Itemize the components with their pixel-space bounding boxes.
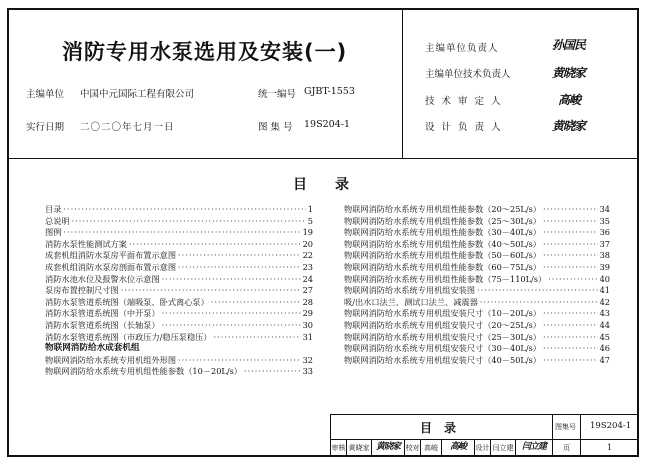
toc-leader-dots bbox=[244, 366, 301, 378]
toc-leader-dots bbox=[480, 297, 598, 309]
toc-entry-title: 物联网消防给水系统专用机组性能参数（25～30L/s） bbox=[344, 215, 541, 226]
toc-left-column bbox=[45, 204, 313, 378]
toc-entry-page: 33 bbox=[302, 366, 313, 377]
toc-entry-page: 40 bbox=[599, 273, 610, 284]
toc-entry[interactable] bbox=[344, 250, 610, 262]
toc-entry[interactable] bbox=[45, 274, 313, 286]
page-label: 页 bbox=[563, 444, 570, 452]
toc-entry[interactable] bbox=[45, 239, 313, 251]
toc-right-column bbox=[344, 204, 610, 366]
toc-leader-dots bbox=[72, 216, 306, 228]
title-block-cell-rule bbox=[404, 439, 405, 456]
toc-entry-page: 20 bbox=[302, 238, 313, 249]
atlas-label: 图 集 号 bbox=[258, 122, 293, 133]
toc-entry-title: 目录 bbox=[45, 204, 62, 214]
toc-entry[interactable] bbox=[344, 239, 610, 251]
toc-entry[interactable] bbox=[45, 285, 313, 297]
toc-entry-title: 物联网消防给水系统专用机组安装尺寸（10－20L/s） bbox=[344, 308, 541, 319]
toc-entry-page: 37 bbox=[599, 238, 610, 249]
title-block-atlas-no: 19S204-1 bbox=[590, 421, 632, 431]
toc-entry[interactable] bbox=[45, 262, 313, 274]
review-name: 黄晓家 bbox=[348, 444, 370, 452]
toc-entry-title: 物联网消防给水系统专用机组性能参数（75－110L/s） bbox=[344, 273, 547, 284]
title-block-cell-rule bbox=[474, 439, 475, 456]
toc-entry-title: 消防水池水位及报警水位示意图 bbox=[45, 273, 160, 284]
toc-entry-title: 物联网消防给水系统专用机组性能参数（10－20L/s） bbox=[45, 366, 242, 377]
toc-entry-page: 43 bbox=[599, 308, 610, 319]
toc-leader-dots bbox=[178, 262, 301, 274]
title-block-cell-rule bbox=[515, 439, 516, 456]
toc-section-title: 物联网消防给水成套机组 bbox=[45, 343, 140, 354]
toc-leader-dots bbox=[178, 355, 301, 367]
design-label: 设计 bbox=[475, 444, 490, 452]
toc-leader-dots bbox=[63, 227, 300, 239]
toc-entry-title: 物联网消防给水系统专用机组性能参数（40～50L/s） bbox=[344, 238, 541, 249]
toc-entry-page: 38 bbox=[599, 250, 610, 261]
design-signature: 闫立建 bbox=[521, 442, 546, 452]
toc-leader-dots bbox=[543, 262, 598, 274]
toc-leader-dots bbox=[543, 216, 598, 228]
toc-entry[interactable] bbox=[45, 355, 313, 367]
toc-leader-dots bbox=[129, 239, 301, 251]
toc-entry-page: 47 bbox=[599, 354, 610, 365]
toc-entry-page: 31 bbox=[302, 331, 313, 342]
atlas-value: 19S204-1 bbox=[304, 119, 350, 130]
toc-entry-title: 成套机组消防水泵房剖面布置示意图 bbox=[45, 261, 177, 272]
responsible-role-1: 主编单位负责人 bbox=[425, 43, 499, 54]
toc-entry-title: 消防水泵性能测试方案 bbox=[45, 238, 127, 249]
title-block-cell-rule bbox=[420, 439, 421, 456]
toc-section-heading[interactable] bbox=[45, 343, 313, 355]
toc-entry[interactable] bbox=[45, 320, 313, 332]
toc-leader-dots bbox=[543, 227, 598, 239]
toc-entry-page: 19 bbox=[302, 227, 313, 238]
sheet-title: 目 录 bbox=[420, 421, 457, 435]
code-label: 统一编号 bbox=[258, 89, 297, 100]
title-block-cell-rule bbox=[346, 439, 347, 456]
toc-entry[interactable] bbox=[45, 216, 313, 228]
toc-entry-title: 成套机组消防水泵房平面布置示意图 bbox=[45, 250, 177, 261]
title-block-cell-rule bbox=[441, 439, 442, 456]
design-name: 闫立建 bbox=[492, 444, 514, 452]
review-signature: 黄晓家 bbox=[375, 442, 400, 452]
toc-entry-page: 42 bbox=[599, 296, 610, 307]
toc-entry-page: 27 bbox=[302, 285, 313, 296]
toc-entry-page: 35 bbox=[599, 215, 610, 226]
toc-entry-page: 32 bbox=[302, 354, 313, 365]
toc-entry-title: 图例 bbox=[45, 227, 62, 238]
toc-entry-title: 总说明 bbox=[45, 215, 70, 226]
toc-leader-dots bbox=[162, 320, 301, 332]
toc-entry[interactable] bbox=[344, 320, 610, 332]
toc-leader-dots bbox=[214, 332, 301, 344]
toc-entry-title: 物联网消防给水系统专用机组外形图 bbox=[45, 354, 177, 365]
toc-entry-page: 28 bbox=[302, 296, 313, 307]
title-block-cell-rule bbox=[371, 439, 372, 456]
toc-entry-title: 消防水泵管道系统图（长轴泵） bbox=[45, 319, 160, 330]
toc-entry-page: 46 bbox=[599, 343, 610, 354]
toc-entry-title: 物联网消防给水系统专用机组安装图 bbox=[344, 285, 476, 296]
toc-leader-dots bbox=[162, 274, 301, 286]
toc-leader-dots bbox=[162, 308, 301, 320]
toc-entry-page: 41 bbox=[599, 285, 610, 296]
toc-entry[interactable] bbox=[344, 262, 610, 274]
toc-leader-dots bbox=[178, 250, 301, 262]
toc-entry[interactable] bbox=[45, 204, 313, 216]
page-title: 消防专用水泵选用及安装(一) bbox=[62, 40, 348, 64]
toc-entry-page: 5 bbox=[307, 215, 313, 226]
toc-leader-dots bbox=[477, 285, 598, 297]
toc-entry-title: 物联网消防给水系统专用机组安装尺寸（20～25L/s） bbox=[344, 319, 541, 330]
toc-entry[interactable] bbox=[344, 227, 610, 239]
check-signature: 高峻 bbox=[449, 442, 466, 452]
toc-entry-title: 泵房布置控制尺寸图 bbox=[45, 285, 119, 296]
toc-entry-page: 23 bbox=[302, 261, 313, 272]
toc-entry[interactable] bbox=[344, 216, 610, 228]
title-block-atlas-label: 图集号 bbox=[555, 423, 576, 431]
toc-entry[interactable] bbox=[344, 355, 610, 367]
toc-entry[interactable] bbox=[45, 308, 313, 320]
toc-entry-title: 物联网消防给水系统专用机组安装尺寸（25－30L/s） bbox=[344, 331, 541, 342]
toc-entry[interactable] bbox=[45, 366, 313, 378]
responsible-role-3: 技 术 审 定 人 bbox=[425, 96, 503, 107]
organizer-value: 中国中元国际工程有限公司 bbox=[80, 89, 195, 100]
date-label: 实行日期 bbox=[26, 122, 65, 133]
header-bottom-rule bbox=[8, 158, 638, 159]
toc-entry[interactable] bbox=[344, 297, 610, 309]
toc-entry[interactable] bbox=[344, 308, 610, 320]
toc-entry-title: 物联网消防给水系统专用机组性能参数（30－40L/s） bbox=[344, 227, 541, 238]
toc-entry[interactable] bbox=[45, 297, 313, 309]
toc-entry[interactable] bbox=[344, 204, 610, 216]
title-block-cell-rule bbox=[490, 439, 491, 456]
toc-entry-page: 44 bbox=[599, 319, 610, 330]
toc-entry-title: 消防水泵管道系统图（端吸泵、卧式离心泵） bbox=[45, 296, 209, 307]
header-divider bbox=[402, 9, 403, 159]
toc-leader-dots bbox=[543, 332, 598, 344]
toc-leader-dots bbox=[543, 204, 598, 216]
toc-entry-page: 34 bbox=[599, 204, 610, 214]
toc-entry-title: 物联网消防给水系统专用机组性能参数（60－75L/s） bbox=[344, 261, 541, 272]
toc-entry-page: 36 bbox=[599, 227, 610, 238]
check-label: 校对 bbox=[405, 444, 420, 452]
toc-entry-title: 消防水泵管道系统图（中开泵） bbox=[45, 308, 160, 319]
toc-entry-title: 物联网消防给水系统专用机组性能参数（20～25L/s） bbox=[344, 204, 541, 214]
toc-entry[interactable] bbox=[344, 285, 610, 297]
toc-entry[interactable] bbox=[344, 332, 610, 344]
responsible-role-4: 设 计 负 责 人 bbox=[425, 122, 503, 133]
toc-leader-dots bbox=[121, 285, 301, 297]
toc-entry-page: 39 bbox=[599, 261, 610, 272]
signature-3: 高峻 bbox=[558, 93, 581, 107]
toc-leader-dots bbox=[543, 355, 598, 367]
toc-leader-dots bbox=[63, 204, 305, 216]
toc-entry[interactable] bbox=[344, 274, 610, 286]
toc-entry[interactable] bbox=[45, 250, 313, 262]
signature-2: 黄晓家 bbox=[552, 66, 586, 80]
toc-leader-dots bbox=[543, 250, 598, 262]
toc-leader-dots bbox=[548, 274, 597, 286]
toc-entry-page: 24 bbox=[302, 273, 313, 284]
toc-entry-title: 物联网消防给水系统专用机组性能参数（50－60L/s） bbox=[344, 250, 541, 261]
toc-entry[interactable] bbox=[45, 332, 313, 344]
toc-entry-title: 物联网消防给水系统专用机组安装尺寸（30－40L/s） bbox=[344, 343, 541, 354]
organizer-label: 主编单位 bbox=[26, 89, 65, 100]
toc-leader-dots bbox=[543, 239, 598, 251]
toc-entry-title: 吸/出水口法兰、测试口法兰、减震器 bbox=[344, 296, 478, 307]
signature-1: 孙国民 bbox=[552, 38, 586, 52]
toc-heading: 目 录 bbox=[293, 177, 349, 193]
toc-leader-dots bbox=[211, 297, 301, 309]
page-number: 1 bbox=[606, 443, 613, 452]
toc-leader-dots bbox=[543, 343, 598, 355]
toc-entry[interactable] bbox=[45, 227, 313, 239]
review-label: 审核 bbox=[331, 444, 346, 452]
toc-entry-title: 物联网消防给水系统专用机组安装尺寸（40－50L/s） bbox=[344, 354, 541, 365]
toc-entry-page: 1 bbox=[307, 204, 313, 214]
signature-4: 黄晓家 bbox=[552, 119, 586, 133]
code-value: GJBT-1553 bbox=[304, 86, 355, 97]
toc-entry-title: 消防水泵管道系统图（市政压力/稳压泵稳压） bbox=[45, 331, 212, 342]
date-value: 二〇二〇年七月一日 bbox=[80, 122, 175, 133]
toc-entry-page: 45 bbox=[599, 331, 610, 342]
toc-entry[interactable] bbox=[344, 343, 610, 355]
responsible-role-2: 主编单位技术负责人 bbox=[425, 69, 511, 80]
toc-entry-page: 30 bbox=[302, 319, 313, 330]
toc-leader-dots bbox=[543, 320, 598, 332]
check-name: 高峻 bbox=[424, 444, 438, 452]
toc-entry-page: 29 bbox=[302, 308, 313, 319]
toc-leader-dots bbox=[543, 308, 598, 320]
toc-entry-page: 22 bbox=[302, 250, 313, 261]
